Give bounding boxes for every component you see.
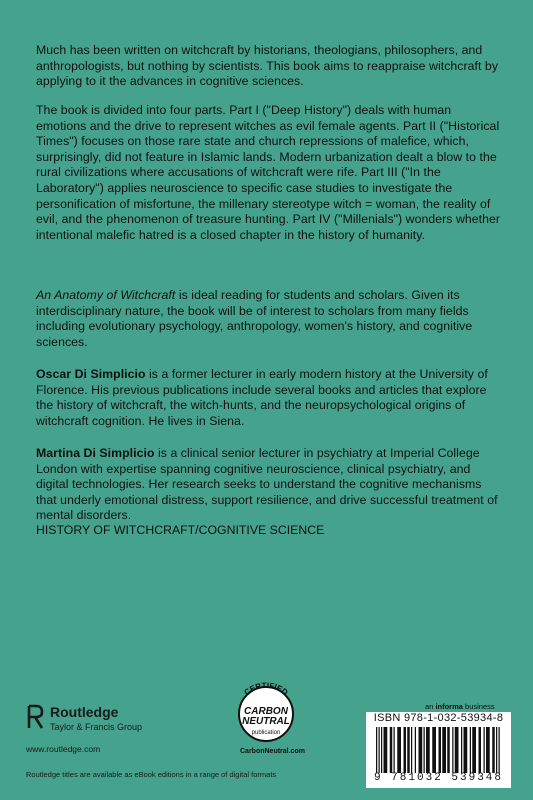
barcode-bar bbox=[424, 727, 425, 773]
barcode-bar bbox=[397, 727, 401, 773]
barcode-bar bbox=[390, 727, 393, 773]
informa-prefix: an bbox=[425, 702, 436, 711]
barcode-bar bbox=[492, 727, 495, 773]
author-name-2: Martina Di Simplicio bbox=[36, 446, 155, 460]
isbn-label: ISBN 978-1-032-53934-8 bbox=[373, 712, 504, 724]
seal-certified: CERTIFIED bbox=[242, 680, 290, 698]
barcode-bar bbox=[442, 727, 446, 773]
author-bio-2-text bbox=[36, 446, 502, 524]
readership-text bbox=[36, 288, 502, 350]
description-paragraph-2 bbox=[36, 103, 502, 243]
barcode-bar bbox=[452, 727, 453, 773]
barcode-bar bbox=[470, 727, 471, 773]
description-text-2: The book is divided into four parts. Part I ("Deep History") deals with human emotions and the drive to represent witches as evil female agents. Part II ("Historical Times") focuses on those rare state and church repressions of malefice, which, surprisingly, did not feature in Islamic lands. Modern urbanization dealt a blow to the rural civilizations where accusations of witchcraft were rife. Part III ("In the Laboratory") applies neuroscience to specific case studies to investigate the personification of misfortune, the millenary stereotype witch = woman, the reality of evil, and the phenomenon of treasure hunting. Part IV ("Millenials") wonders whether intentional malefic hatred is a closed chapter in the history of humanity. bbox=[36, 103, 501, 242]
barcode-bar bbox=[381, 727, 382, 773]
barcode-bar bbox=[499, 727, 500, 773]
barcode-bar bbox=[484, 727, 485, 773]
informa-business bbox=[425, 702, 495, 711]
subject-category: HISTORY OF WITCHCRAFT/COGNITIVE SCIENCE bbox=[36, 523, 325, 537]
ebook-footer: Routledge titles are available as eBook editions in a range of digital formats bbox=[26, 770, 277, 779]
barcode-digits: 9 781032 539348 bbox=[373, 772, 504, 784]
barcode-bar bbox=[447, 727, 450, 773]
barcode-bar bbox=[464, 727, 468, 773]
barcode-bar bbox=[455, 727, 459, 773]
informa-brand: informa bbox=[435, 702, 463, 711]
isbn-barcode bbox=[366, 712, 511, 788]
routledge-r-icon bbox=[26, 704, 44, 730]
barcode-bar bbox=[419, 727, 423, 773]
barcode-bar bbox=[461, 727, 462, 773]
publisher-group: Taylor & Francis Group bbox=[50, 722, 143, 732]
book-title: An Anatomy of Witchcraft bbox=[36, 288, 176, 302]
publisher-url: www.routledge.com bbox=[26, 744, 101, 754]
publisher-name: Routledge bbox=[50, 704, 119, 720]
seal-publication: publication bbox=[251, 730, 281, 736]
informa-suffix: business bbox=[462, 702, 495, 711]
barcode-bar bbox=[439, 727, 442, 773]
readership-paragraph bbox=[36, 288, 502, 350]
barcode-bar bbox=[486, 727, 490, 773]
barcode-bar bbox=[384, 727, 388, 773]
barcode-bar bbox=[479, 727, 482, 773]
barcode-bar bbox=[426, 727, 430, 773]
barcode-bar bbox=[379, 727, 380, 773]
barcode-bar bbox=[496, 727, 497, 773]
seal-carbon: CARBON bbox=[244, 706, 288, 717]
author-name-1: Oscar Di Simplicio bbox=[36, 367, 146, 381]
carbon-neutral-url: CarbonNeutral.com bbox=[240, 748, 305, 755]
barcode-bars bbox=[376, 727, 501, 773]
carbon-neutral-seal bbox=[226, 676, 306, 756]
barcode-bar bbox=[407, 727, 410, 773]
author-bio-1 bbox=[36, 367, 502, 429]
barcode-bar bbox=[432, 727, 436, 773]
author-bio-2-rest: is a clinical senior lecturer in psychiatry at Imperial College London with expertise spanning cognitive neuroscience, clinical psychiatry, and digital technologies. Her research seeks to understand the cognitive mechanisms that underly emotional distress, support resilience, and drive successful treatment of mental disorders. bbox=[36, 446, 498, 523]
seal-neutral: NEUTRAL bbox=[242, 716, 290, 727]
author-bio-1-rest: is a former lecturer in early modern history at the University of Florence. His previous publications include several books and articles that explore the history of witchcraft, the witch-hunts, and the neuropsychological origins of witchcraft cognition. He lives in Siena. bbox=[36, 367, 488, 428]
author-bio-1-text bbox=[36, 367, 502, 429]
description-text-1: Much has been written on witchcraft by historians, theologians, philosophers, and anthropologists, but nothing by scientists. This book aims to reappraise witchcraft by applying to it the advances in cognitive sciences. bbox=[36, 43, 499, 89]
barcode-bar bbox=[394, 727, 395, 773]
barcode-bar bbox=[376, 727, 377, 773]
readership-rest: is ideal reading for students and scholars. Given its interdisciplinary nature, the book will be of interest to scholars from many fields including evolutionary psychology, anthropology, women's history, and cognitive sciences. bbox=[36, 288, 473, 349]
barcode-bar bbox=[472, 727, 476, 773]
author-bio-2 bbox=[36, 446, 502, 524]
barcode-bar bbox=[415, 727, 416, 773]
barcode-bar bbox=[411, 727, 412, 773]
barcode-bar bbox=[404, 727, 407, 773]
description-paragraph-1 bbox=[36, 43, 502, 90]
